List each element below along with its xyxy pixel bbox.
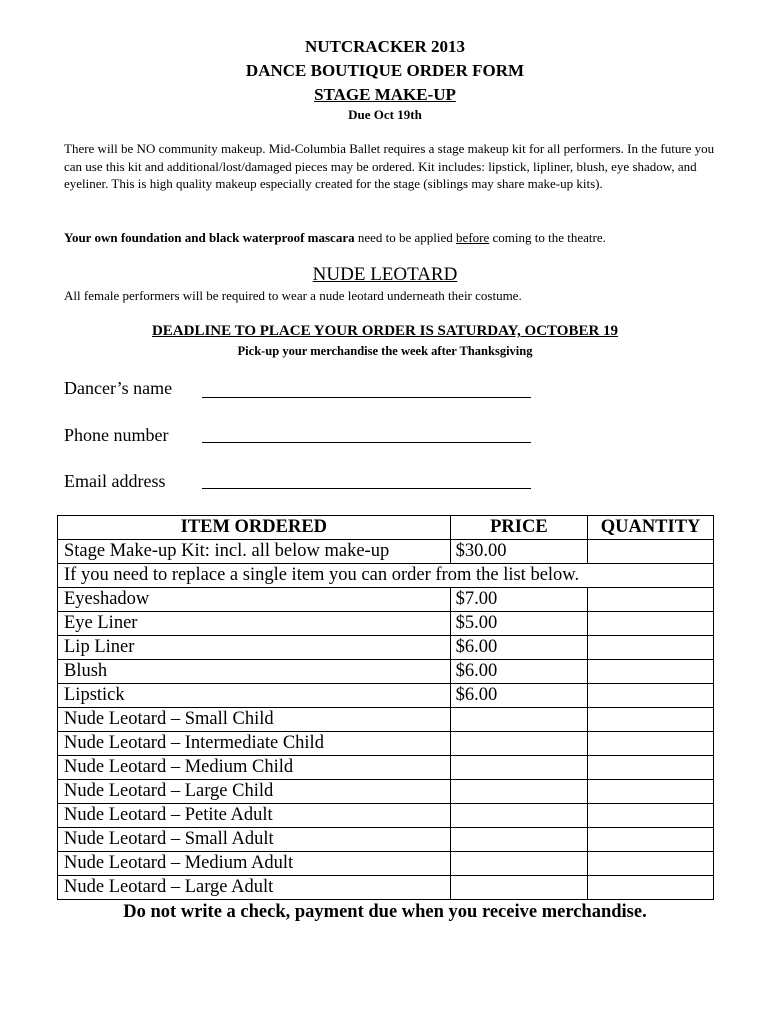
deadline-title: DEADLINE TO PLACE YOUR ORDER IS SATURDAY, OCTOBER 19	[151, 323, 619, 339]
item-name: Nude Leotard – Intermediate Child	[58, 732, 451, 756]
due-date: Due Oct 19th	[348, 107, 422, 122]
item-quantity[interactable]	[588, 708, 714, 732]
dancer-name-label: Dancer’s name	[64, 378, 173, 398]
item-quantity[interactable]	[588, 612, 714, 636]
pickup-note: Pick-up your merchandise the week after Thanksgiving	[237, 344, 533, 358]
item-price: $6.00	[450, 684, 588, 708]
foundation-note-middle: need to be applied	[354, 230, 457, 245]
table-row	[58, 660, 714, 684]
item-price: $5.00	[450, 612, 588, 636]
item-name: Eye Liner	[58, 612, 451, 636]
nude-leotard-text: All female performers will be required to wear a nude leotard underneath their costume.	[64, 288, 522, 303]
email-address-field[interactable]	[202, 488, 531, 489]
item-quantity[interactable]	[588, 804, 714, 828]
table-row	[58, 852, 714, 876]
item-name: Nude Leotard – Petite Adult	[58, 804, 451, 828]
foundation-note-end: coming to the theatre.	[489, 230, 606, 245]
form-title: DANCE BOUTIQUE ORDER FORM	[245, 61, 525, 80]
table-row-kit	[58, 540, 714, 564]
kit-quantity[interactable]	[588, 540, 714, 564]
item-quantity[interactable]	[588, 876, 714, 900]
item-name: Nude Leotard – Small Adult	[58, 828, 451, 852]
header-price: PRICE	[450, 516, 588, 540]
item-price	[450, 708, 588, 732]
table-row	[58, 756, 714, 780]
item-quantity[interactable]	[588, 588, 714, 612]
item-price	[450, 852, 588, 876]
foundation-note-underlined: before	[456, 230, 490, 245]
foundation-note	[64, 229, 716, 246]
table-row	[58, 636, 714, 660]
item-name: Nude Leotard – Medium Child	[58, 756, 451, 780]
makeup-paragraph: There will be NO community makeup. Mid-Columbia Ballet requires a stage makeup kit for all performers. In the future you can use this kit and additional/lost/damaged pieces may be ordered. Kit includes: lipstick, lipliner, blush, eye shadow, and eyeliner. This is high quality makeup especially created for the stage (siblings may share make-up kits).	[64, 141, 715, 191]
form-title-event: NUTCRACKER 2013	[304, 37, 466, 56]
foundation-note-bold: Your own foundation and black waterproof mascara	[64, 230, 355, 245]
table-row	[58, 732, 714, 756]
item-price: $6.00	[450, 636, 588, 660]
item-name: Lip Liner	[58, 636, 451, 660]
item-price	[450, 876, 588, 900]
form-subtitle: STAGE MAKE-UP	[314, 85, 456, 104]
item-price	[450, 732, 588, 756]
item-price: $7.00	[450, 588, 588, 612]
payment-footer: Do not write a check, payment due when you receive merchandise.	[123, 902, 647, 922]
item-price	[450, 780, 588, 804]
item-name: Nude Leotard – Medium Adult	[58, 852, 451, 876]
phone-number-field[interactable]	[202, 442, 531, 443]
item-quantity[interactable]	[588, 756, 714, 780]
table-row	[58, 684, 714, 708]
order-table	[57, 515, 714, 900]
table-row	[58, 780, 714, 804]
item-quantity[interactable]	[588, 852, 714, 876]
table-row	[58, 828, 714, 852]
email-address-label: Email address	[64, 471, 166, 491]
item-name: Eyeshadow	[58, 588, 451, 612]
table-header-row	[58, 516, 714, 540]
item-quantity[interactable]	[588, 732, 714, 756]
item-name: Lipstick	[58, 684, 451, 708]
item-price	[450, 756, 588, 780]
item-name: Nude Leotard – Small Child	[58, 708, 451, 732]
item-name: Nude Leotard – Large Child	[58, 780, 451, 804]
table-row	[58, 612, 714, 636]
item-quantity[interactable]	[588, 684, 714, 708]
table-row	[58, 588, 714, 612]
phone-number-label: Phone number	[64, 425, 169, 445]
dancer-name-field[interactable]	[202, 397, 531, 398]
table-row	[58, 708, 714, 732]
item-price	[450, 804, 588, 828]
item-name: Nude Leotard – Large Adult	[58, 876, 451, 900]
item-price: $6.00	[450, 660, 588, 684]
nude-leotard-heading: NUDE LEOTARD	[312, 264, 458, 285]
header-quantity: QUANTITY	[588, 516, 714, 540]
kit-price: $30.00	[450, 540, 588, 564]
item-name: Blush	[58, 660, 451, 684]
item-quantity[interactable]	[588, 828, 714, 852]
table-row	[58, 876, 714, 900]
header-item-ordered: ITEM ORDERED	[58, 516, 451, 540]
item-quantity[interactable]	[588, 660, 714, 684]
kit-item: Stage Make-up Kit: incl. all below make-up	[58, 540, 451, 564]
item-price	[450, 828, 588, 852]
item-quantity[interactable]	[588, 636, 714, 660]
item-quantity[interactable]	[588, 780, 714, 804]
table-row	[58, 804, 714, 828]
replacement-note: If you need to replace a single item you can order from the list below.	[58, 564, 714, 588]
table-row-note	[58, 564, 714, 588]
